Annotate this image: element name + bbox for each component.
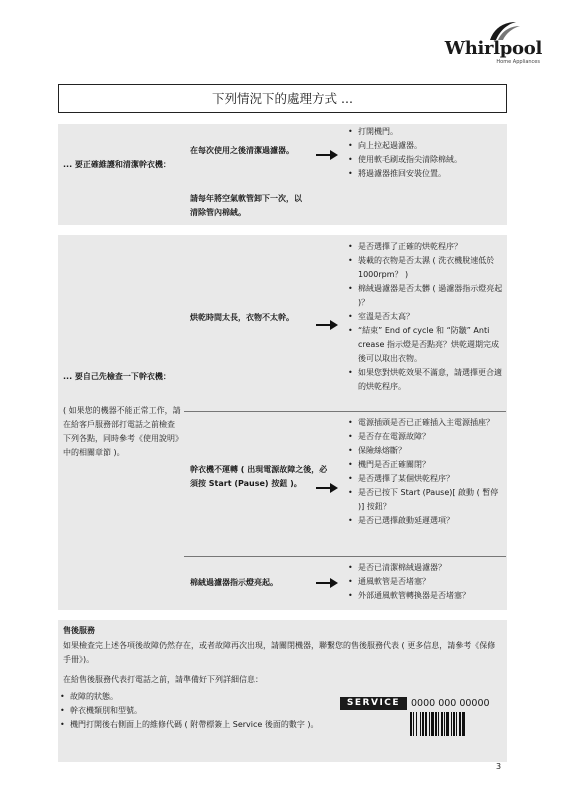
list-item: • 機門是否正確關閉？ [346,458,506,472]
barcode-bar [456,712,457,736]
page-title: 下列情況下的處理方式 ... [58,84,507,113]
service-instructions: 在給售後服務代表打電話之前，請準備好下列詳細信息： [63,675,263,684]
filter-tip: 在每次使用之後清潔過濾器。 [190,146,294,155]
list-item: • 是否已清潔棉絨過濾器？ [346,561,506,575]
service-details-list [58,690,320,732]
service-heading: 售後服務 [63,626,95,635]
barcode-bar [441,712,443,736]
list-item: • 是否已按下 Start (Pause)[ 啟動 ( 暫停 )] 按鈕？ [346,486,506,514]
barcode-bar [429,712,430,736]
list-item: • 是否選擇了某個烘乾程序？ [346,472,506,486]
list-item: • 打開機門。 [346,125,506,139]
barcode-bar [413,712,414,736]
barcode-bar [435,712,437,736]
troubleshooting-heading: ... 要自己先檢查一下幹衣機： [63,372,171,381]
list-item: • 通風軟管是否堵塞？ [346,575,506,589]
barcode-bar [459,712,461,736]
list-item: • 是否選擇了正確的烘乾程序？ [346,240,506,254]
service-label: SERVICE [340,697,407,710]
arrow-right-icon [316,578,338,588]
page-number: 3 [496,762,502,771]
barcode-bar [453,712,455,736]
barcode-bar [431,712,434,736]
list-item: • 機門打開後右側面上的維修代碼 ( 附帶標簽上 Service 後面的數字 )。 [58,718,320,732]
arrow-right-icon [316,150,338,160]
list-item: • 使用軟毛刷或指尖清除棉絨。 [346,153,506,167]
whirlpool-logo [432,18,542,64]
divider [184,556,506,557]
list-item: • 將過濾器推回安裝位置。 [346,167,506,181]
service-number: 0000 000 00000 [411,698,490,709]
checks-long-drying [346,240,506,394]
symptom-no-start: 幹衣機不運轉 ( 出現電源故障之後，必須按 Start (Pause) 按鈕 )。 [190,465,328,488]
barcode-bar [422,712,424,736]
brand-name: Whirlpool [444,38,542,59]
checks-filter-light [346,561,506,603]
symptom-filter-light: 棉絨過濾器指示燈亮起。 [190,578,278,587]
list-item: • 室溫是否太高？ [346,310,506,324]
barcode-bar [410,712,412,736]
arrow-right-icon [316,320,338,330]
list-item: • 是否已選擇啟動延遲選項？ [346,514,506,528]
list-item: • 向上拉起過濾器。 [346,139,506,153]
barcode-bar [425,712,427,736]
list-item: • 保險絲熔斷？ [346,444,506,458]
troubleshooting-note: ( 如果您的機器不能正常工作，請在給客戶服務部打電話之前檢查下列各點，同時參考《使用說明》中的相關章節 )。 [63,406,181,457]
service-paragraph: 如果檢查完上述各項後故障仍然存在，或者故障再次出現，請關閉機器，聯繫您的售後服務代表 ( 更多信息，請參考《保修手冊》)。 [63,641,496,664]
list-item: • 棉絨過濾器是否太髒 ( 過濾器指示燈亮起 )？ [346,282,506,310]
maintenance-heading: ... 要正確維護和清潔幹衣機： [63,160,171,169]
checks-no-start [346,416,506,528]
list-item: • 是否存在電源故障？ [346,430,506,444]
symptom-long-drying: 烘乾時間太長，衣物不太幹。 [190,313,294,322]
barcode-bar [446,712,449,736]
list-item: • “結束” End of cycle 和 “防皺” Anti crease 指示燈是否點亮？烘乾週期完成後可以取出衣物。 [346,324,506,366]
barcode-bar [438,712,439,736]
barcode-bar [462,712,465,736]
list-item: • 故障的狀態。 [58,690,320,704]
barcode-bar [444,712,445,736]
divider [184,411,506,412]
brand-tagline: Home Appliances [496,59,540,65]
barcode-bar [416,712,417,736]
list-item: • 外部通風軟管轉換器是否堵塞？ [346,589,506,603]
arrow-right-icon [316,483,338,493]
maintenance-steps [346,125,506,181]
barcode-bar [420,712,421,736]
list-item: • 如果您對烘乾效果不滿意，請選擇更合適的烘乾程序。 [346,366,506,394]
barcode-bar [451,712,452,736]
list-item: • 電源插頭是否已正確插入主電源插座？ [346,416,506,430]
hose-tip: 請每年將空氣軟管卸下一次，以清除管內棉絨。 [190,194,302,217]
list-item: • 幹衣機類別和型號。 [58,704,320,718]
list-item: • 裝載的衣物是否太濕 ( 洗衣機脫速低於 1000rpm？ ) [346,254,506,282]
barcode-icon [410,712,500,736]
